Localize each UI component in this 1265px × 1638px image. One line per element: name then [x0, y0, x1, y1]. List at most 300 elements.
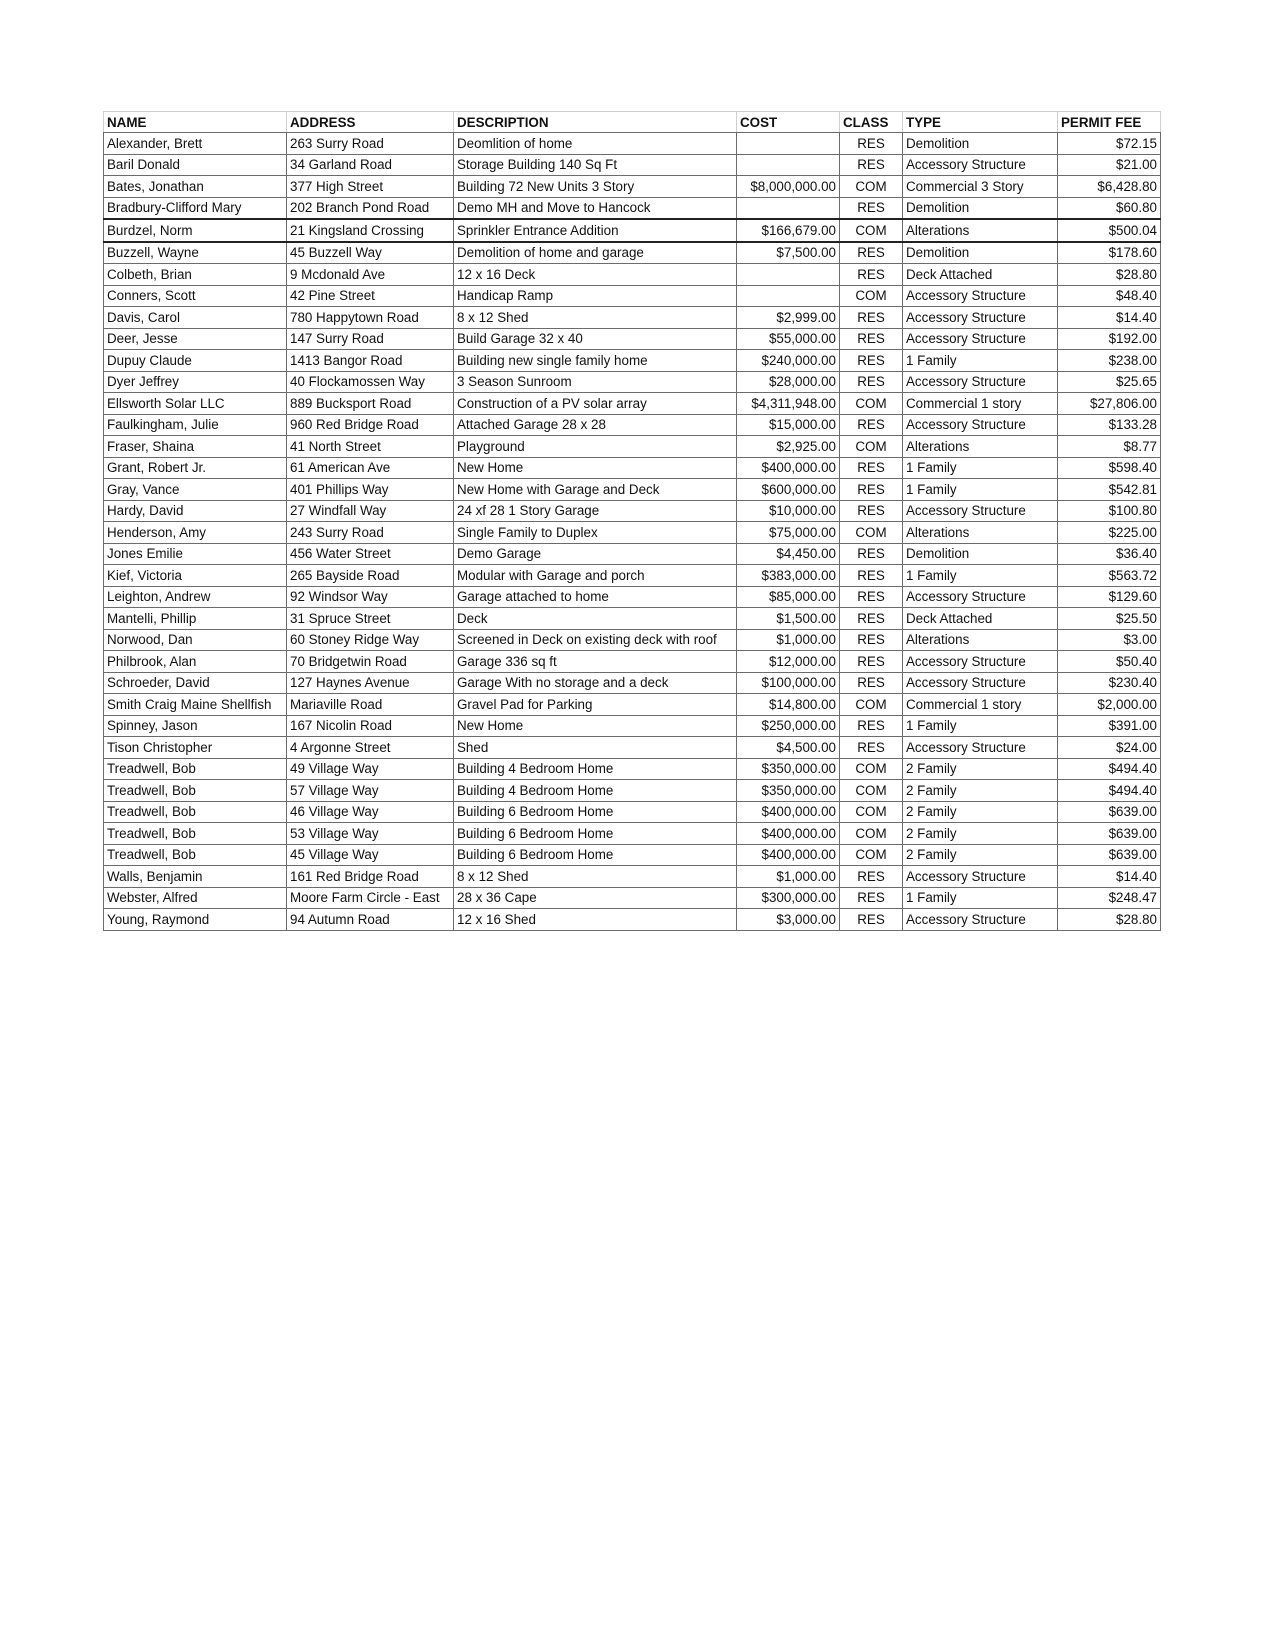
table-row [104, 565, 1161, 587]
name-cell: Hardy, David [104, 500, 287, 522]
name-cell: Philbrook, Alan [104, 651, 287, 673]
cost-cell: $400,000.00 [737, 457, 840, 479]
description-cell: Garage 336 sq ft [454, 651, 737, 673]
cost-cell: $85,000.00 [737, 586, 840, 608]
name-cell: Kief, Victoria [104, 565, 287, 587]
address-cell: 45 Village Way [287, 844, 454, 866]
header-class: CLASS [840, 112, 903, 133]
cost-cell: $350,000.00 [737, 780, 840, 802]
table-row [104, 479, 1161, 501]
permit-fee-cell: $494.40 [1058, 780, 1161, 802]
name-cell: Gray, Vance [104, 479, 287, 501]
type-cell: Commercial 3 Story [903, 176, 1058, 198]
name-cell: Mantelli, Phillip [104, 608, 287, 630]
name-cell: Treadwell, Bob [104, 780, 287, 802]
cost-cell: $350,000.00 [737, 758, 840, 780]
permit-fee-cell: $129.60 [1058, 586, 1161, 608]
name-cell: Davis, Carol [104, 307, 287, 329]
permit-fee-cell: $639.00 [1058, 844, 1161, 866]
name-cell: Grant, Robert Jr. [104, 457, 287, 479]
class-cell: COM [840, 219, 903, 242]
cost-cell: $400,000.00 [737, 823, 840, 845]
permit-fee-cell: $563.72 [1058, 565, 1161, 587]
cost-cell: $1,500.00 [737, 608, 840, 630]
class-cell: RES [840, 543, 903, 565]
description-cell: New Home with Garage and Deck [454, 479, 737, 501]
permit-fee-cell: $178.60 [1058, 242, 1161, 264]
type-cell: 1 Family [903, 715, 1058, 737]
type-cell: Alterations [903, 436, 1058, 458]
description-cell: 12 x 16 Shed [454, 909, 737, 931]
table-row [104, 737, 1161, 759]
table-row [104, 823, 1161, 845]
description-cell: 28 x 36 Cape [454, 887, 737, 909]
type-cell: 2 Family [903, 780, 1058, 802]
address-cell: 4 Argonne Street [287, 737, 454, 759]
cost-cell: $12,000.00 [737, 651, 840, 673]
table-row [104, 780, 1161, 802]
type-cell: Commercial 1 story [903, 694, 1058, 716]
permit-fee-cell: $25.65 [1058, 371, 1161, 393]
class-cell: COM [840, 823, 903, 845]
permit-fee-cell: $21.00 [1058, 154, 1161, 176]
description-cell: Deck [454, 608, 737, 630]
class-cell: COM [840, 844, 903, 866]
class-cell: RES [840, 651, 903, 673]
name-cell: Jones Emilie [104, 543, 287, 565]
description-cell: Modular with Garage and porch [454, 565, 737, 587]
class-cell: RES [840, 715, 903, 737]
permit-fee-cell: $500.04 [1058, 219, 1161, 242]
description-cell: Building 4 Bedroom Home [454, 780, 737, 802]
class-cell: RES [840, 133, 903, 155]
table-row [104, 586, 1161, 608]
name-cell: Dyer Jeffrey [104, 371, 287, 393]
class-cell: COM [840, 176, 903, 198]
name-cell: Treadwell, Bob [104, 758, 287, 780]
table-row [104, 758, 1161, 780]
class-cell: RES [840, 154, 903, 176]
address-cell: 960 Red Bridge Road [287, 414, 454, 436]
name-cell: Faulkingham, Julie [104, 414, 287, 436]
description-cell: 24 xf 28 1 Story Garage [454, 500, 737, 522]
name-cell: Tison Christopher [104, 737, 287, 759]
cost-cell: $4,450.00 [737, 543, 840, 565]
type-cell: Accessory Structure [903, 737, 1058, 759]
permit-fee-cell: $36.40 [1058, 543, 1161, 565]
table-row [104, 242, 1161, 264]
permit-fee-cell: $100.80 [1058, 500, 1161, 522]
name-cell: Young, Raymond [104, 909, 287, 931]
type-cell: 2 Family [903, 758, 1058, 780]
description-cell: Sprinkler Entrance Addition [454, 219, 737, 242]
address-cell: 265 Bayside Road [287, 565, 454, 587]
table-row [104, 154, 1161, 176]
cost-cell: $14,800.00 [737, 694, 840, 716]
table-row [104, 694, 1161, 716]
cost-cell: $1,000.00 [737, 629, 840, 651]
header-row [104, 112, 1161, 133]
permit-fee-cell: $25.50 [1058, 608, 1161, 630]
type-cell: Demolition [903, 242, 1058, 264]
permit-fee-cell: $133.28 [1058, 414, 1161, 436]
name-cell: Walls, Benjamin [104, 866, 287, 888]
name-cell: Treadwell, Bob [104, 844, 287, 866]
class-cell: COM [840, 393, 903, 415]
type-cell: Demolition [903, 133, 1058, 155]
permit-fee-cell: $391.00 [1058, 715, 1161, 737]
permit-fee-cell: $639.00 [1058, 801, 1161, 823]
description-cell: Screened in Deck on existing deck with roof [454, 629, 737, 651]
description-cell: Demolition of home and garage [454, 242, 737, 264]
address-cell: 70 Bridgetwin Road [287, 651, 454, 673]
cost-cell: $55,000.00 [737, 328, 840, 350]
description-cell: Build Garage 32 x 40 [454, 328, 737, 350]
name-cell: Bates, Jonathan [104, 176, 287, 198]
table-row [104, 909, 1161, 931]
type-cell: Accessory Structure [903, 285, 1058, 307]
class-cell: RES [840, 307, 903, 329]
cost-cell: $600,000.00 [737, 479, 840, 501]
description-cell: Building 4 Bedroom Home [454, 758, 737, 780]
description-cell: Demo Garage [454, 543, 737, 565]
table-row [104, 672, 1161, 694]
cost-cell: $4,500.00 [737, 737, 840, 759]
name-cell: Webster, Alfred [104, 887, 287, 909]
class-cell: RES [840, 500, 903, 522]
permit-fee-cell: $542.81 [1058, 479, 1161, 501]
name-cell: Treadwell, Bob [104, 823, 287, 845]
address-cell: Moore Farm Circle - East [287, 887, 454, 909]
permit-fee-cell: $28.80 [1058, 264, 1161, 286]
description-cell: Deomlition of home [454, 133, 737, 155]
table-row [104, 651, 1161, 673]
name-cell: Bradbury-Clifford Mary [104, 197, 287, 219]
cost-cell [737, 154, 840, 176]
name-cell: Colbeth, Brian [104, 264, 287, 286]
type-cell: 2 Family [903, 844, 1058, 866]
cost-cell: $10,000.00 [737, 500, 840, 522]
name-cell: Conners, Scott [104, 285, 287, 307]
description-cell: 12 x 16 Deck [454, 264, 737, 286]
description-cell: Building 6 Bedroom Home [454, 801, 737, 823]
cost-cell: $400,000.00 [737, 801, 840, 823]
class-cell: COM [840, 436, 903, 458]
permit-fee-cell: $238.00 [1058, 350, 1161, 372]
class-cell: RES [840, 350, 903, 372]
type-cell: Accessory Structure [903, 672, 1058, 694]
cost-cell: $7,500.00 [737, 242, 840, 264]
permit-fee-cell: $6,428.80 [1058, 176, 1161, 198]
description-cell: Garage attached to home [454, 586, 737, 608]
table-row [104, 522, 1161, 544]
class-cell: RES [840, 264, 903, 286]
permit-fee-cell: $8.77 [1058, 436, 1161, 458]
address-cell: 889 Bucksport Road [287, 393, 454, 415]
type-cell: Accessory Structure [903, 371, 1058, 393]
address-cell: 127 Haynes Avenue [287, 672, 454, 694]
description-cell: Gravel Pad for Parking [454, 694, 737, 716]
table-row [104, 414, 1161, 436]
address-cell: Mariaville Road [287, 694, 454, 716]
table-row [104, 844, 1161, 866]
address-cell: 780 Happytown Road [287, 307, 454, 329]
address-cell: 41 North Street [287, 436, 454, 458]
type-cell: Demolition [903, 197, 1058, 219]
type-cell: Accessory Structure [903, 414, 1058, 436]
permit-fee-cell: $639.00 [1058, 823, 1161, 845]
table-row [104, 887, 1161, 909]
class-cell: RES [840, 737, 903, 759]
table-row [104, 500, 1161, 522]
cost-cell: $400,000.00 [737, 844, 840, 866]
cost-cell: $28,000.00 [737, 371, 840, 393]
class-cell: COM [840, 285, 903, 307]
description-cell: Handicap Ramp [454, 285, 737, 307]
description-cell: New Home [454, 715, 737, 737]
type-cell: 1 Family [903, 479, 1058, 501]
description-cell: Building 72 New Units 3 Story [454, 176, 737, 198]
header-permit-fee: PERMIT FEE [1058, 112, 1161, 133]
cost-cell: $4,311,948.00 [737, 393, 840, 415]
table-row [104, 393, 1161, 415]
cost-cell: $2,999.00 [737, 307, 840, 329]
address-cell: 31 Spruce Street [287, 608, 454, 630]
table-row [104, 801, 1161, 823]
description-cell: Storage Building 140 Sq Ft [454, 154, 737, 176]
address-cell: 243 Surry Road [287, 522, 454, 544]
address-cell: 202 Branch Pond Road [287, 197, 454, 219]
name-cell: Deer, Jesse [104, 328, 287, 350]
permit-fee-cell: $28.80 [1058, 909, 1161, 931]
table-row [104, 133, 1161, 155]
cost-cell: $383,000.00 [737, 565, 840, 587]
name-cell: Baril Donald [104, 154, 287, 176]
permit-rows [104, 133, 1161, 931]
name-cell: Norwood, Dan [104, 629, 287, 651]
description-cell: Single Family to Duplex [454, 522, 737, 544]
address-cell: 45 Buzzell Way [287, 242, 454, 264]
type-cell: Accessory Structure [903, 909, 1058, 931]
name-cell: Spinney, Jason [104, 715, 287, 737]
header-name: NAME [104, 112, 287, 133]
class-cell: RES [840, 672, 903, 694]
cost-cell: $100,000.00 [737, 672, 840, 694]
permit-fee-cell: $14.40 [1058, 307, 1161, 329]
permit-fee-cell: $225.00 [1058, 522, 1161, 544]
description-cell: 8 x 12 Shed [454, 866, 737, 888]
description-cell: Building 6 Bedroom Home [454, 844, 737, 866]
permit-fee-cell: $598.40 [1058, 457, 1161, 479]
class-cell: COM [840, 780, 903, 802]
header-address: ADDRESS [287, 112, 454, 133]
cost-cell: $75,000.00 [737, 522, 840, 544]
type-cell: Commercial 1 story [903, 393, 1058, 415]
address-cell: 46 Village Way [287, 801, 454, 823]
type-cell: Accessory Structure [903, 866, 1058, 888]
type-cell: 2 Family [903, 801, 1058, 823]
table-row [104, 328, 1161, 350]
table-row [104, 457, 1161, 479]
cost-cell: $250,000.00 [737, 715, 840, 737]
description-cell: Building 6 Bedroom Home [454, 823, 737, 845]
cost-cell: $166,679.00 [737, 219, 840, 242]
cost-cell: $3,000.00 [737, 909, 840, 931]
address-cell: 61 American Ave [287, 457, 454, 479]
description-cell: 3 Season Sunroom [454, 371, 737, 393]
description-cell: 8 x 12 Shed [454, 307, 737, 329]
permit-fee-cell: $230.40 [1058, 672, 1161, 694]
address-cell: 401 Phillips Way [287, 479, 454, 501]
type-cell: Deck Attached [903, 264, 1058, 286]
permit-fee-cell: $494.40 [1058, 758, 1161, 780]
cost-cell: $240,000.00 [737, 350, 840, 372]
cost-cell [737, 197, 840, 219]
address-cell: 92 Windsor Way [287, 586, 454, 608]
description-cell: Garage With no storage and a deck [454, 672, 737, 694]
cost-cell: $8,000,000.00 [737, 176, 840, 198]
class-cell: RES [840, 866, 903, 888]
table-row [104, 608, 1161, 630]
type-cell: Accessory Structure [903, 586, 1058, 608]
permit-fee-cell: $48.40 [1058, 285, 1161, 307]
address-cell: 53 Village Way [287, 823, 454, 845]
header-type: TYPE [903, 112, 1058, 133]
address-cell: 456 Water Street [287, 543, 454, 565]
permit-fee-cell: $2,000.00 [1058, 694, 1161, 716]
type-cell: 1 Family [903, 565, 1058, 587]
name-cell: Treadwell, Bob [104, 801, 287, 823]
table-row [104, 176, 1161, 198]
permit-fee-cell: $27,806.00 [1058, 393, 1161, 415]
type-cell: Deck Attached [903, 608, 1058, 630]
description-cell: Playground [454, 436, 737, 458]
table-row [104, 371, 1161, 393]
class-cell: RES [840, 242, 903, 264]
address-cell: 377 High Street [287, 176, 454, 198]
table-row [104, 543, 1161, 565]
address-cell: 27 Windfall Way [287, 500, 454, 522]
permit-fee-cell: $72.15 [1058, 133, 1161, 155]
address-cell: 147 Surry Road [287, 328, 454, 350]
type-cell: Accessory Structure [903, 651, 1058, 673]
table-row [104, 219, 1161, 242]
header-description: DESCRIPTION [454, 112, 737, 133]
cost-cell: $300,000.00 [737, 887, 840, 909]
class-cell: RES [840, 586, 903, 608]
table-row [104, 715, 1161, 737]
type-cell: 1 Family [903, 887, 1058, 909]
class-cell: RES [840, 565, 903, 587]
address-cell: 40 Flockamossen Way [287, 371, 454, 393]
type-cell: Accessory Structure [903, 307, 1058, 329]
name-cell: Buzzell, Wayne [104, 242, 287, 264]
class-cell: COM [840, 758, 903, 780]
name-cell: Burdzel, Norm [104, 219, 287, 242]
class-cell: RES [840, 909, 903, 931]
permit-fee-cell: $60.80 [1058, 197, 1161, 219]
class-cell: RES [840, 629, 903, 651]
description-cell: Attached Garage 28 x 28 [454, 414, 737, 436]
name-cell: Alexander, Brett [104, 133, 287, 155]
address-cell: 60 Stoney Ridge Way [287, 629, 454, 651]
name-cell: Ellsworth Solar LLC [104, 393, 287, 415]
table-row [104, 197, 1161, 219]
name-cell: Leighton, Andrew [104, 586, 287, 608]
class-cell: COM [840, 694, 903, 716]
permit-fee-cell: $192.00 [1058, 328, 1161, 350]
type-cell: 1 Family [903, 457, 1058, 479]
class-cell: COM [840, 801, 903, 823]
type-cell: Alterations [903, 629, 1058, 651]
cost-cell [737, 133, 840, 155]
permit-fee-cell: $248.47 [1058, 887, 1161, 909]
class-cell: RES [840, 328, 903, 350]
type-cell: Accessory Structure [903, 154, 1058, 176]
class-cell: RES [840, 197, 903, 219]
name-cell: Smith Craig Maine Shellfish [104, 694, 287, 716]
class-cell: RES [840, 887, 903, 909]
type-cell: Demolition [903, 543, 1058, 565]
table-row [104, 307, 1161, 329]
permit-table [103, 111, 1161, 931]
table-row [104, 285, 1161, 307]
class-cell: COM [840, 522, 903, 544]
address-cell: 94 Autumn Road [287, 909, 454, 931]
header-cost: COST [737, 112, 840, 133]
name-cell: Schroeder, David [104, 672, 287, 694]
type-cell: Alterations [903, 219, 1058, 242]
type-cell: Alterations [903, 522, 1058, 544]
cost-cell: $15,000.00 [737, 414, 840, 436]
address-cell: 42 Pine Street [287, 285, 454, 307]
permit-fee-cell: $50.40 [1058, 651, 1161, 673]
address-cell: 263 Surry Road [287, 133, 454, 155]
permit-fee-cell: $24.00 [1058, 737, 1161, 759]
description-cell: Building new single family home [454, 350, 737, 372]
type-cell: 1 Family [903, 350, 1058, 372]
type-cell: Accessory Structure [903, 328, 1058, 350]
permit-fee-cell: $14.40 [1058, 866, 1161, 888]
cost-cell: $2,925.00 [737, 436, 840, 458]
table-row [104, 436, 1161, 458]
class-cell: RES [840, 479, 903, 501]
address-cell: 21 Kingsland Crossing [287, 219, 454, 242]
address-cell: 57 Village Way [287, 780, 454, 802]
table-row [104, 866, 1161, 888]
cost-cell [737, 285, 840, 307]
description-cell: Shed [454, 737, 737, 759]
address-cell: 1413 Bangor Road [287, 350, 454, 372]
address-cell: 9 Mcdonald Ave [287, 264, 454, 286]
description-cell: New Home [454, 457, 737, 479]
description-cell: Construction of a PV solar array [454, 393, 737, 415]
cost-cell: $1,000.00 [737, 866, 840, 888]
address-cell: 34 Garland Road [287, 154, 454, 176]
address-cell: 49 Village Way [287, 758, 454, 780]
table-row [104, 629, 1161, 651]
address-cell: 167 Nicolin Road [287, 715, 454, 737]
name-cell: Dupuy Claude [104, 350, 287, 372]
name-cell: Fraser, Shaina [104, 436, 287, 458]
cost-cell [737, 264, 840, 286]
type-cell: 2 Family [903, 823, 1058, 845]
class-cell: RES [840, 608, 903, 630]
description-cell: Demo MH and Move to Hancock [454, 197, 737, 219]
address-cell: 161 Red Bridge Road [287, 866, 454, 888]
class-cell: RES [840, 457, 903, 479]
table-row [104, 350, 1161, 372]
